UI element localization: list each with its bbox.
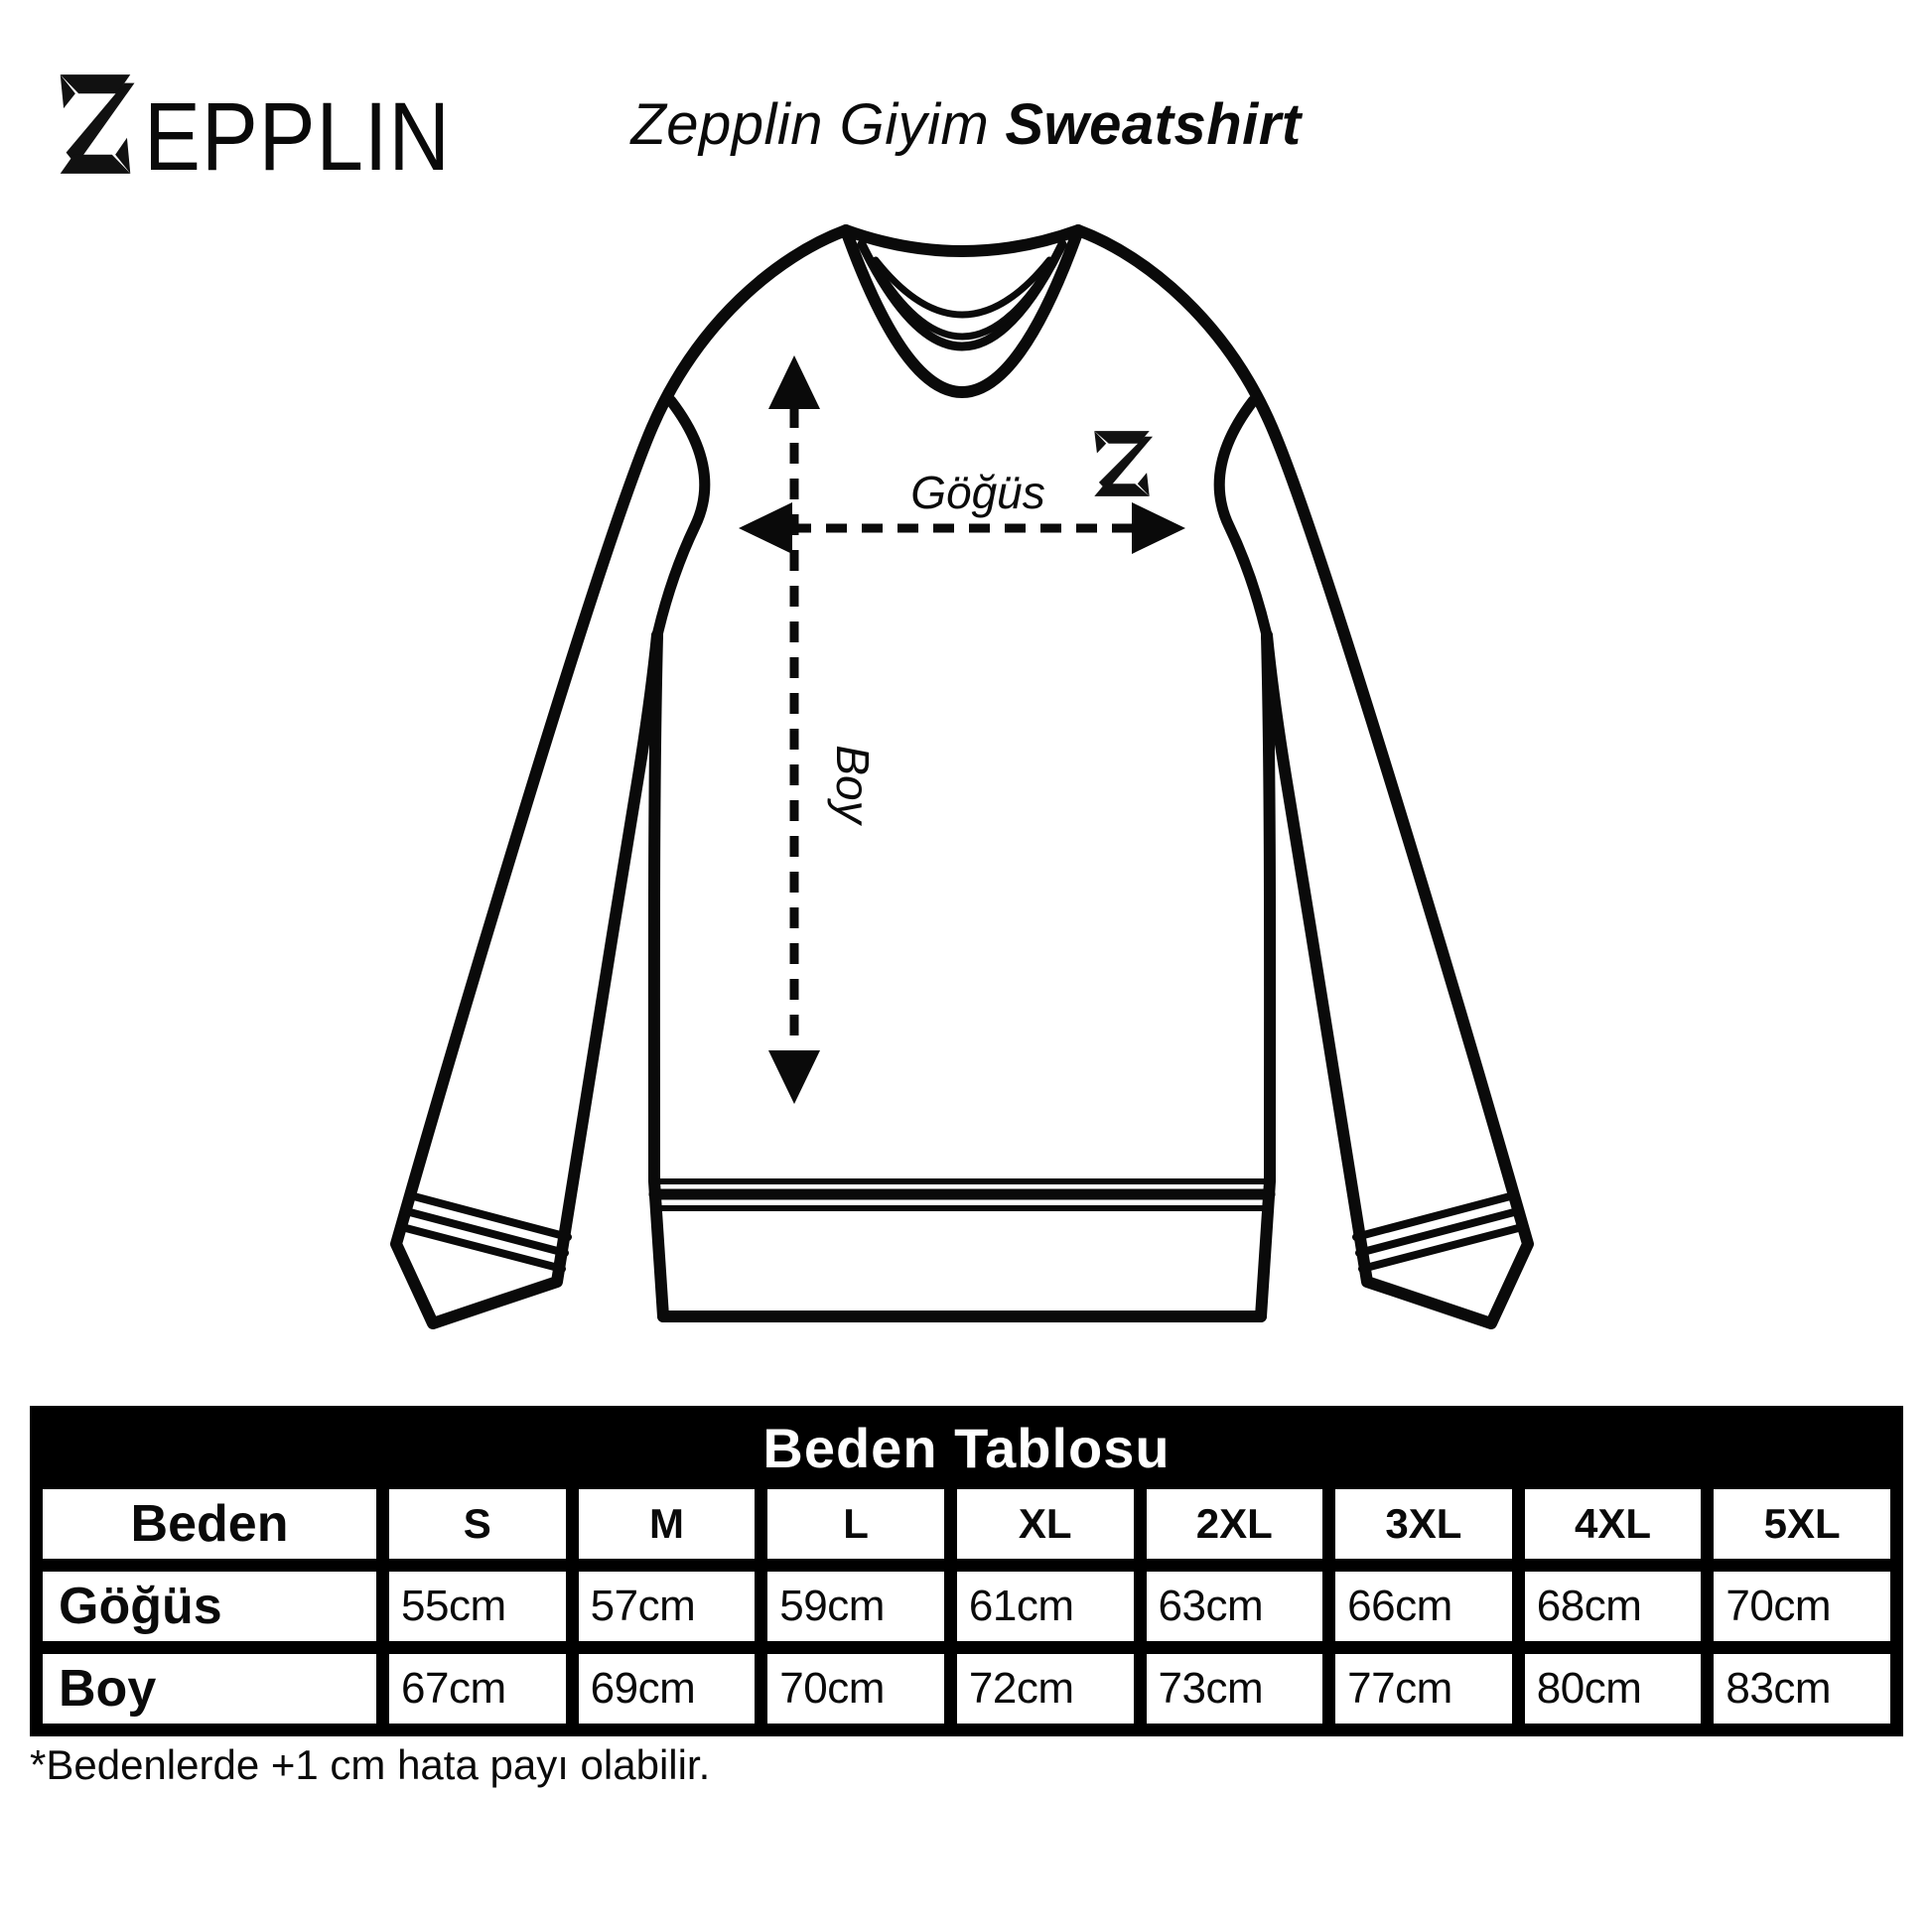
chest-value-5xl: 70cm <box>1714 1572 1890 1641</box>
row-label-length: Boy <box>43 1654 376 1724</box>
row-label-chest: Göğüs <box>43 1572 376 1641</box>
chest-value-m: 57cm <box>579 1572 756 1641</box>
chest-value-l: 59cm <box>767 1572 944 1641</box>
brand-wordmark: EPPLIN <box>144 82 451 191</box>
page-title-prefix: Zepplin Giyim <box>630 92 990 157</box>
length-value-5xl: 83cm <box>1714 1654 1890 1724</box>
length-value-3xl: 77cm <box>1335 1654 1512 1724</box>
length-value-4xl: 80cm <box>1525 1654 1702 1724</box>
size-header-5xl: 5XL <box>1714 1489 1890 1559</box>
chest-value-xl: 61cm <box>957 1572 1134 1641</box>
size-header-4xl: 4XL <box>1525 1489 1702 1559</box>
length-value-s: 67cm <box>389 1654 566 1724</box>
size-table <box>30 1406 1903 1736</box>
size-header-2xl: 2XL <box>1147 1489 1323 1559</box>
chest-value-2xl: 63cm <box>1147 1572 1323 1641</box>
length-arrow-label: Boy <box>827 745 879 824</box>
size-table-title: Beden Tablosu <box>43 1419 1890 1476</box>
chest-value-3xl: 66cm <box>1335 1572 1512 1641</box>
chest-arrow-label: Göğüs <box>910 467 1045 518</box>
length-value-2xl: 73cm <box>1147 1654 1323 1724</box>
size-header-m: M <box>579 1489 756 1559</box>
size-header-3xl: 3XL <box>1335 1489 1512 1559</box>
size-header-s: S <box>389 1489 566 1559</box>
tolerance-footnote: *Bedenlerde +1 cm hata payı olabilir. <box>30 1741 711 1788</box>
length-value-xl: 72cm <box>957 1654 1134 1724</box>
size-header-xl: XL <box>957 1489 1134 1559</box>
chest-value-4xl: 68cm <box>1525 1572 1702 1641</box>
chest-value-s: 55cm <box>389 1572 566 1641</box>
length-value-m: 69cm <box>579 1654 756 1724</box>
length-value-l: 70cm <box>767 1654 944 1724</box>
page-title-emphasis: Sweatshirt <box>1005 92 1302 157</box>
table-corner-header: Beden <box>43 1489 376 1559</box>
size-header-l: L <box>767 1489 944 1559</box>
